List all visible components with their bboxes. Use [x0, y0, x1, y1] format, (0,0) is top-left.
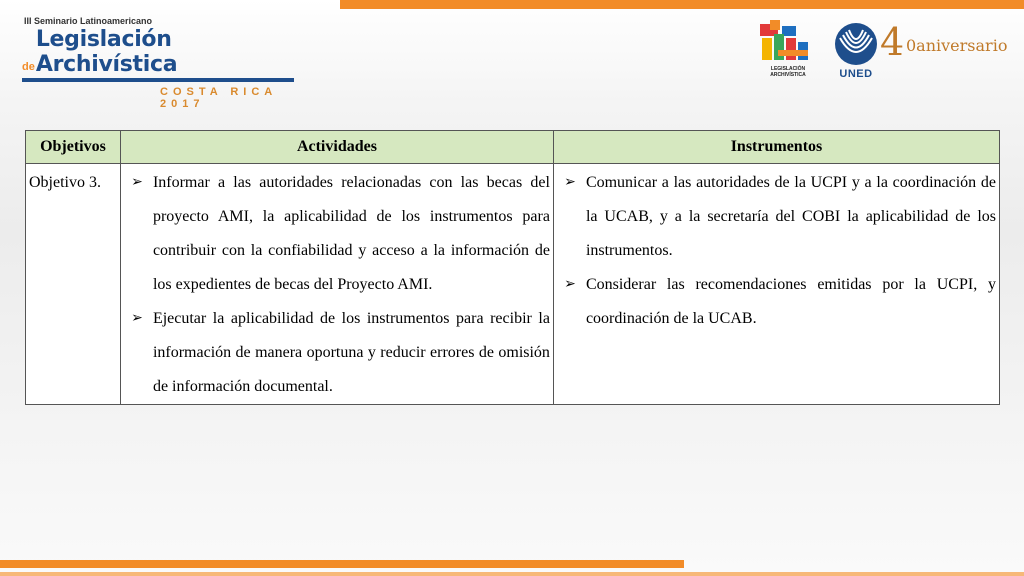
- instrument-text: Considerar las recomendaciones emitidas por la UCPI, y coordinación de la UCAB.: [585, 276, 996, 327]
- seminar-logo: [22, 16, 302, 110]
- instruments-list: [554, 166, 999, 336]
- anniversary-text: 0aniversario: [906, 36, 1008, 55]
- objectives-table: [25, 130, 1000, 405]
- arrow-bullet-icon: ➢: [564, 277, 576, 292]
- arrow-bullet-icon: ➢: [131, 311, 143, 326]
- activity-text: Informar a las autoridades relacionadas con las becas del proyecto AMI, la aplicabilidad de los instrumentos para contribuir con la confiabilidad y acceso a la información de los expedientes de becas del Proyecto AMI.: [152, 174, 550, 293]
- arrow-bullet-icon: ➢: [131, 175, 143, 190]
- bottom-accent-strip: [0, 572, 1024, 576]
- seminar-logo-title: Legislación Archivística: [35, 27, 178, 77]
- table-row: [26, 164, 1000, 405]
- uned-label: UNED: [839, 68, 873, 80]
- top-accent-bar: [340, 0, 1024, 9]
- instrument-item: [560, 268, 996, 336]
- seminar-logo-underline: [22, 78, 294, 82]
- header-instrumentos: Instrumentos: [553, 131, 999, 164]
- seminar-logo-subtitle: COSTA RICA 2017: [160, 86, 277, 110]
- instrument-text: Comunicar a las autoridades de la UCPI y a la coordinación de la UCAB, y a la secretaría del COBI la aplicabilidad de los instrumentos.: [585, 174, 996, 259]
- seminar-logo-de: de: [22, 61, 35, 73]
- activity-text: Ejecutar la aplicabilidad de los instrumentos para recibir la información de manera oportuna y reducir errores de omisión de información documental.: [152, 310, 550, 395]
- activity-item: [127, 166, 550, 302]
- anniversary-number: 4: [880, 20, 905, 64]
- seminar-logo-line1: III Seminario Latinoamericano: [24, 16, 153, 26]
- header-actividades: Actividades: [120, 131, 553, 164]
- emblem-label: [760, 66, 816, 78]
- bottom-accent-bar: [0, 560, 684, 568]
- emblem-label-line1: LEGISLACIÓN: [770, 66, 806, 72]
- instrument-item: [560, 166, 996, 268]
- instruments-cell: [553, 164, 999, 405]
- activities-list: [121, 166, 553, 404]
- header-objetivos: Objetivos: [26, 131, 121, 164]
- table-header-row: [26, 131, 1000, 164]
- activities-cell: [120, 164, 553, 405]
- arrow-bullet-icon: ➢: [564, 175, 576, 190]
- activity-item: [127, 302, 550, 404]
- partner-logos: [756, 20, 1006, 84]
- emblem-label-line2: ARCHIVÍSTICA: [770, 72, 806, 78]
- objective-cell: Objetivo 3.: [26, 164, 121, 405]
